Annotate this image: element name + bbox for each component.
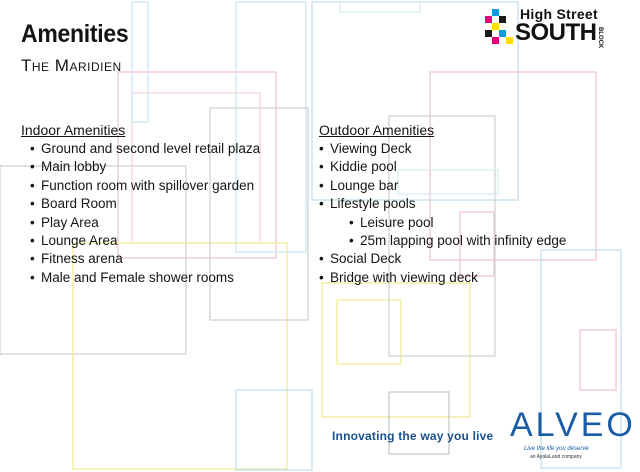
alveo-brand-company: an AyalaLand company <box>530 454 582 460</box>
logo-line1: High Street <box>520 6 598 22</box>
indoor-amenities-list <box>21 140 260 287</box>
list-item: • Ground and second level retail plaza <box>21 140 260 158</box>
high-street-south-logo <box>484 6 614 52</box>
colored-squares-logo-icon <box>484 9 514 47</box>
list-item: • Viewing Deck <box>319 140 566 158</box>
alveo-brand-tagline: Live the life you deserve <box>524 446 589 452</box>
list-item: • Lifestyle pools <box>319 195 566 213</box>
logo-line2: SOUTH <box>515 19 597 46</box>
list-item: • Main lobby <box>21 158 260 176</box>
outdoor-amenities-section <box>319 121 566 287</box>
list-item: • Male and Female shower rooms <box>21 269 260 287</box>
list-item: • Play Area <box>21 214 260 232</box>
outdoor-amenities-heading: Outdoor Amenities <box>319 122 435 138</box>
list-item: • Lounge Area <box>21 232 260 250</box>
logo-block-label: BLOCK <box>597 27 603 49</box>
sub-list-item: • Leisure pool <box>319 214 566 232</box>
list-item: • Social Deck <box>319 250 566 268</box>
list-item: • Function room with spillover garden <box>21 177 260 195</box>
list-item: • Kiddie pool <box>319 158 566 176</box>
indoor-amenities-heading: Indoor Amenities <box>21 122 126 138</box>
footer-tagline: Innovating the way you live <box>332 429 494 443</box>
indoor-amenities-section <box>21 121 260 287</box>
alveo-logo <box>506 406 636 466</box>
slide-title: Amenities <box>21 20 129 48</box>
sub-list-item: • 25m lapping pool with infinity edge <box>319 232 566 250</box>
slide-subtitle: The Maridien <box>21 56 122 75</box>
list-item: • Lounge bar <box>319 177 566 195</box>
alveo-brand-name: ALVEO <box>510 406 636 444</box>
list-item: • Bridge with viewing deck <box>319 269 566 287</box>
outdoor-amenities-list <box>319 140 566 287</box>
list-item: • Board Room <box>21 195 260 213</box>
list-item: • Fitness arena <box>21 250 260 268</box>
